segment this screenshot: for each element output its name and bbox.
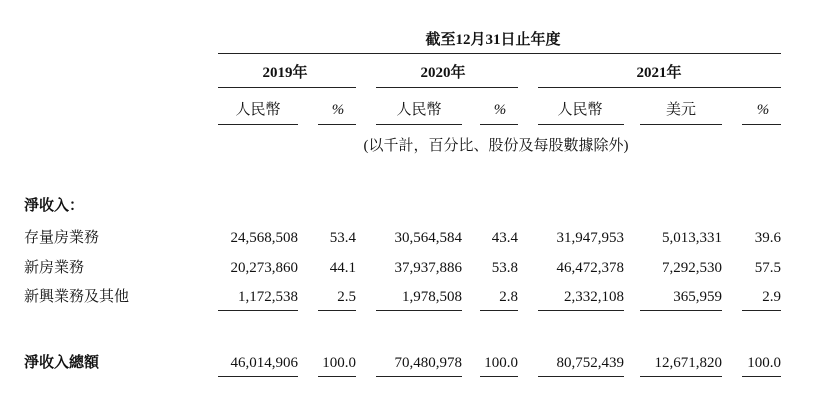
cell-2020-percent: 2.8 (499, 289, 518, 305)
units-note: (以千計，百分比、股份及每股數據除外) (363, 138, 629, 154)
year-2021-rule (538, 87, 781, 88)
subtotal-rule (376, 310, 462, 311)
col-2020-percent-header: % (493, 102, 507, 118)
cell-2021-rmb: 46,472,378 (556, 260, 624, 276)
cell-2019-percent: 44.1 (329, 260, 356, 276)
subtotal-rule (218, 310, 298, 311)
col-2019-rmb-header: 人民幣 (235, 102, 281, 118)
cell-2019-percent: 53.4 (329, 230, 356, 246)
col-2021-percent-header: % (756, 102, 770, 118)
cell-2020-percent: 53.8 (491, 260, 518, 276)
col-2020-rmb-header: 人民幣 (396, 102, 442, 118)
cell-2021-usd: 7,292,530 (662, 260, 722, 276)
subtotal-rule (318, 310, 356, 311)
total-2021-percent: 100.0 (747, 355, 781, 371)
cell-2020-rmb: 1,978,508 (402, 289, 462, 305)
total-2021-rmb: 80,752,439 (556, 355, 624, 371)
col-2021-rmb-rule (538, 124, 624, 125)
year-2019-rule (218, 87, 356, 88)
subtotal-rule (640, 310, 722, 311)
cell-2021-rmb: 2,332,108 (564, 289, 624, 305)
cell-2021-percent: 57.5 (754, 260, 781, 276)
col-2021-usd-rule (640, 124, 722, 125)
row-label: 新興業務及其他 (24, 289, 130, 305)
cell-2020-rmb: 37,937,886 (394, 260, 462, 276)
total-rule (376, 376, 462, 377)
col-2021-rmb-header: 人民幣 (557, 102, 603, 118)
total-2019-percent: 100.0 (322, 355, 356, 371)
total-2020-rmb: 70,480,978 (394, 355, 462, 371)
subtotal-rule (480, 310, 518, 311)
col-2019-percent-header: % (331, 102, 345, 118)
cell-2019-rmb: 24,568,508 (230, 230, 298, 246)
row-label: 新房業務 (24, 260, 85, 276)
col-2021-usd-header: 美元 (665, 102, 697, 118)
cell-2020-percent: 43.4 (491, 230, 518, 246)
cell-2021-rmb: 31,947,953 (556, 230, 624, 246)
total-2021-usd: 12,671,820 (654, 355, 722, 371)
year-2021-header: 2021年 (636, 65, 682, 81)
total-rule (480, 376, 518, 377)
total-rule (318, 376, 356, 377)
year-2019-header: 2019年 (262, 65, 308, 81)
col-2021-percent-rule (742, 124, 781, 125)
total-rule (742, 376, 781, 377)
cell-2021-usd: 365,959 (673, 289, 722, 305)
col-2020-percent-rule (480, 124, 518, 125)
cell-2020-rmb: 30,564,584 (394, 230, 462, 246)
subtotal-rule (742, 310, 781, 311)
total-rule (640, 376, 722, 377)
total-2019-rmb: 46,014,906 (230, 355, 298, 371)
cell-2019-percent: 2.5 (337, 289, 356, 305)
col-2019-percent-rule (318, 124, 356, 125)
total-label: 淨收入總額 (24, 355, 100, 371)
cell-2021-usd: 5,013,331 (662, 230, 722, 246)
cell-2021-percent: 39.6 (754, 230, 781, 246)
total-rule (538, 376, 624, 377)
total-2020-percent: 100.0 (484, 355, 518, 371)
col-2020-rmb-rule (376, 124, 462, 125)
cell-2021-percent: 2.9 (762, 289, 781, 305)
year-2020-rule (376, 87, 518, 88)
period-header: 截至12月31日止年度 (425, 32, 561, 48)
col-2019-rmb-rule (218, 124, 298, 125)
period-rule (218, 53, 781, 54)
year-2020-header: 2020年 (420, 65, 466, 81)
net-revenue-heading: 淨收入： (24, 198, 85, 214)
row-label: 存量房業務 (24, 230, 100, 246)
subtotal-rule (538, 310, 624, 311)
total-rule (218, 376, 298, 377)
cell-2019-rmb: 20,273,860 (230, 260, 298, 276)
cell-2019-rmb: 1,172,538 (238, 289, 298, 305)
